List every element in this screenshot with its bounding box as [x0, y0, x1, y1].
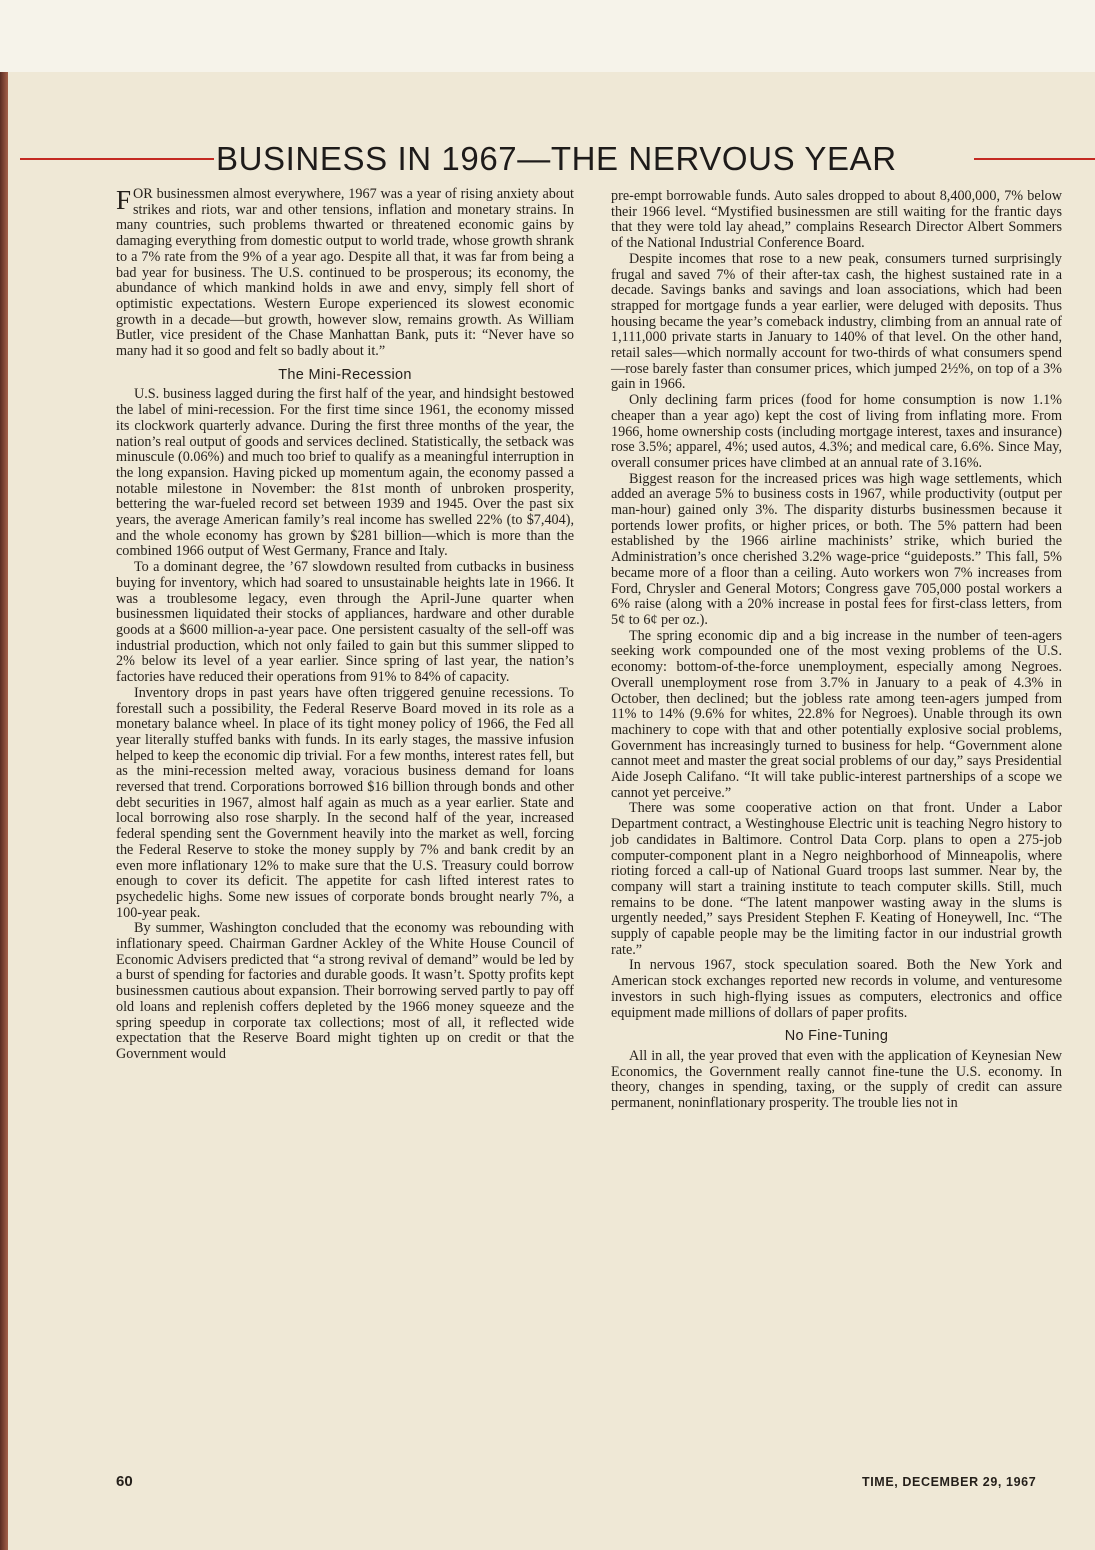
paragraph: Inventory drops in past years have often triggered genuine recessions. To forestall such a possibility, the Federal Reserve Board moved in its role as a monetary balance wheel. In place of its tight money policy of 1966, the Fed all year literally stuffed banks with funds. In its early stages, the massive infusion helped to keep the economic dip trivial. For a few months, interest rates fell, but as the mini-recession melted away, voracious business demand for loans reversed that trend. Corporations borrowed $16 billion through bonds and other debt securities in 1967, almost half again as much as a year earlier. State and local borrowing also rose sharply. In the second half of the year, increased federal spending sent the Government heavily into the market as well, forcing the Federal Reserve to stoke the money supply by 7% and bank credit by an even more inflationary 12% to make sure that the U.S. Treasury could borrow enough to cover its deficit. The appetite for cash lifted interest rates to psychedelic highs. Some new issues of corporate bonds brought nearly 7%, a 100-year peak. — [116, 684, 574, 921]
paragraph: Only declining farm prices (food for home consumption is now 1.1% cheaper than a year ago) kept the cost of living from inflating more. From 1966, home ownership costs (including mortgage interest, taxes and insurance) rose 3.5%; apparel, 4%; used autos, 4.3%; and medical care, 6.6%. Since May, overall consumer prices have climbed at an annual rate of 3.16%. — [611, 392, 1062, 471]
scan-margin-top — [0, 0, 1095, 72]
paragraph: U.S. business lagged during the first half of the year, and hindsight bestowed the label of mini-recession. For the first time since 1961, the economy missed its clockwork quarterly advance. During the first three months of the year, the nation’s real output of goods and services declined. Statistically, the setback was minuscule (0.06%) and much too brief to qualify as a meaningful interruption in the long expansion. Having picked up momentum again, the economy passed a notable milestone in November: the 81st month of unbroken prosperity, bettering the war-fueled record set between 1939 and 1945. Over the past six years, the average American family’s real income has swelled 22% (to $7,404), and the whole economy has grown by $281 billion—which is more than the combined 1966 output of West Germany, France and Italy. — [116, 386, 574, 560]
paragraph: To a dominant degree, the ’67 slowdown resulted from cutbacks in business buying for inventory, which had soared to unsustainable heights late in 1966. It was a troublesome legacy, even through the April-June quarter when businessmen liquidated their stocks of appliances, hardware and other durable goods at a $600 million-a-year pace. One persistent casualty of the sell-off was industrial production, which not only failed to gain but this summer slipped to 2% below its level of a year earlier. Since spring of last year, the nation’s factories have reduced their operations from 91% to 84% of capacity. — [116, 559, 574, 686]
paragraph: By summer, Washington concluded that the economy was rebounding with inflationary speed. Chairman Gardner Ackley of the White House Council of Economic Advisers predicted that “a strong revival of demand” would be led by a burst of spending for factories and durable goods. It wasn’t. Spotty profits kept businessmen cautious about expansion. Their borrowing served partly to pay off old loans and replenish coffers depleted by the 1966 money squeeze and the spring speedup in corporate tax collections; most of all, it reflected wide expectation that the Reserve Board might tighten up on credit or that the Government would — [116, 920, 574, 1062]
article-column-left — [116, 187, 574, 1063]
headline-rule-right — [974, 158, 1095, 160]
paragraph: There was some cooperative action on that front. Under a Labor Department contract, a Westinghouse Electric unit is teaching Negro history to job candidates in Baltimore. Control Data Corp. plans to open a 275-job computer-component plant in a Negro neighborhood of Minneapolis, where rioting forced a call-up of National Guard troops last summer. Near by, the company will start a training institute to teach computer skills. Still, much remains to be done. “The latent manpower wasting away in the slums is urgently needed,” says President Stephen F. Keating of Honeywell, Inc. “The supply of capable people may be the limiting factor in our industrial growth rate.” — [611, 800, 1062, 958]
intro-paragraph — [116, 187, 574, 360]
subhead-mini-recession: The Mini-Recession — [278, 366, 412, 383]
article-column-right — [611, 189, 1062, 1112]
paragraph: The spring economic dip and a big increase in the number of teen-agers seeking work compounded one of the most vexing problems of the U.S. economy: bottom-of-the-force unemployment, especially among Negroes. Overall unemployment rose from 3.7% in January to a peak of 4.3% in October, then declined; but the jobless rate among teen-agers jumped from 11% to 14% (9.6% for whites, 22.8% for Negroes). Unable through its own machinery to cope with that and other potentially explosive social problems, Government has increasingly turned to business for help. “Government alone cannot meet and master the great social problems of our day,” says Presidential Aide Joseph Califano. “It will take public-interest partnerships of a scope we cannot yet perceive.” — [611, 627, 1062, 801]
headline-rule-left — [20, 158, 214, 160]
page-title: BUSINESS IN 1967—THE NERVOUS YEAR — [216, 140, 897, 177]
page-number: 60 — [116, 1473, 133, 1490]
subhead-no-fine-tuning: No Fine-Tuning — [784, 1028, 889, 1045]
paragraph: All in all, the year proved that even with the application of Keynesian New Economics, the Government really cannot fine-tune the U.S. economy. In theory, changes in spending, taxing, or the supply of credit can assure permanent, noninflationary prosperity. The trouble lies not in — [611, 1047, 1062, 1112]
page-binding-edge — [0, 72, 8, 1550]
headline-row — [8, 140, 1095, 180]
intro-text: OR businessmen almost everywhere, 1967 was a year of rising anxiety about strikes and riots, war and other tensions, inflation and monetary strains. In many countries, such problems thwarted or threatened economic gains by damaging everything from domestic output to world trade, whose growth shrank to a 7% rate from the 9% of a year ago. Despite all that, it was far from being a bad year for business. The U.S. continued to be prosperous; its economy, the abundance of which mankind holds in awe and envy, simply fell short of optimistic expectations. Western Europe experienced its slowest economic growth in a decade—but growth, however slow, remains growth. As William Butler, vice president of the Chase Manhattan Bank, puts it: “Never have so many had it so good and felt so badly about it.” — [116, 186, 574, 360]
publication-footer: TIME, DECEMBER 29, 1967 — [862, 1475, 1037, 1489]
drop-cap: F — [116, 185, 132, 215]
paragraph: pre-empt borrowable funds. Auto sales dropped to about 8,400,000, 7% below their 1966 level. “Mystified businessmen are still waiting for the frantic days that they were told lay ahead,” complains Research Director Albert Sommers of the National Industrial Conference Board. — [611, 188, 1062, 252]
paragraph: Despite incomes that rose to a new peak, consumers turned surprisingly frugal and saved 7% of their after-tax cash, the highest sustained rate in a decade. Savings banks and savings and loan associations, which had been strapped for mortgage funds a year earlier, were deluged with deposits. Thus housing became the year’s comeback industry, climbing from an annual rate of 1,111,000 private starts in January to 140% of that level. On the other hand, retail sales—which normally account for two-thirds of what consumers spend—rose barely faster than consumer prices, which jumped 2½%, on top of a 3% gain in 1966. — [611, 250, 1062, 393]
paragraph: Biggest reason for the increased prices was high wage settlements, which added an average 5% to business costs in 1967, while productivity (output per man-hour) gained only 3%. The disparity disturbs businessmen because it portends lower profits, or higher prices, or both. The 5% pattern had been established by the 1966 airline machinists’ strike, which buried the Administration’s once cherished 3.2% wage-price “guideposts.” This fall, 5% became more of a floor than a ceiling. Auto workers won 7% increases from Ford, Chrysler and General Motors; Congress gave 705,000 postal workers a 6% raise (along with a 20% increase in postal fees for first-class letters, from 5¢ to 6¢ per oz.). — [611, 470, 1062, 628]
paragraph: In nervous 1967, stock speculation soared. Both the New York and American stock exchanges reported new records in volume, and venturesome investors in such high-flying issues as computers, electronics and office equipment made millions of dollars of paper profits. — [611, 957, 1062, 1021]
